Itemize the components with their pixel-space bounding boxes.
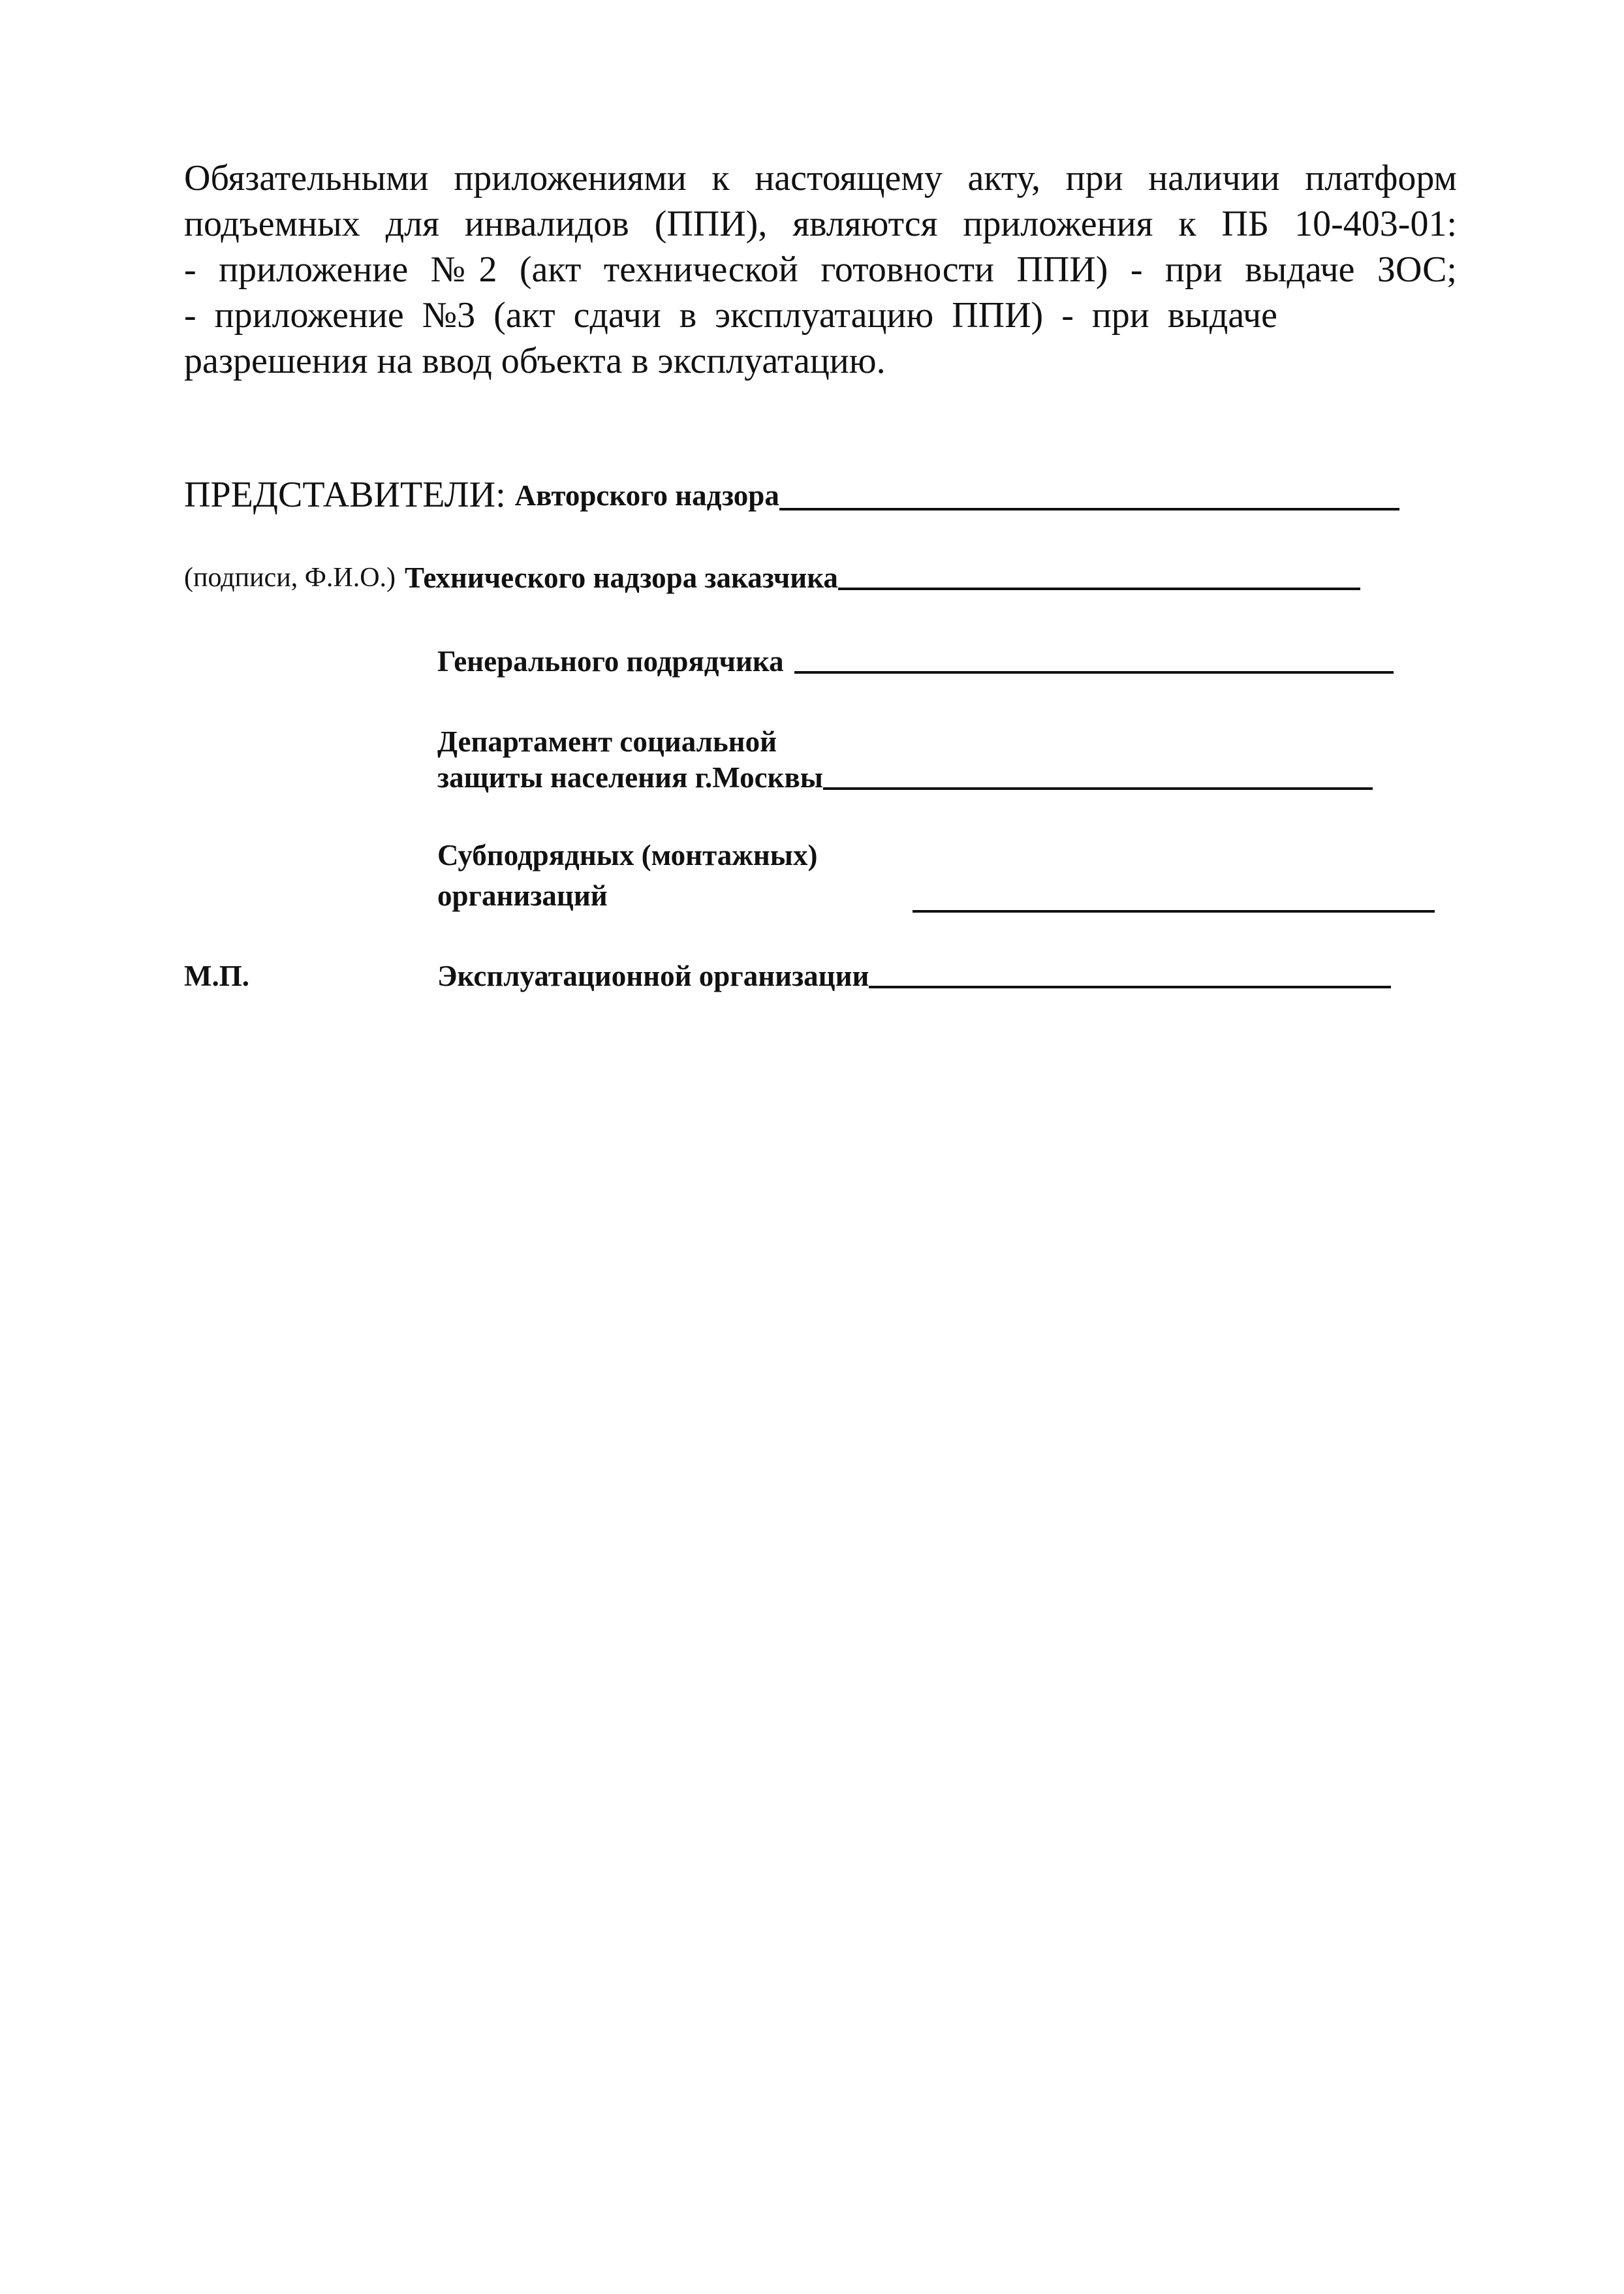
- operating-org-label: Эксплуатационной организации: [437, 960, 869, 992]
- signature-row-general-contractor: [437, 644, 1394, 679]
- social-dept-signature-line: [823, 787, 1373, 790]
- stamp-place: М.П.: [184, 960, 249, 992]
- general-contractor-label: Генерального подрядчика: [437, 645, 784, 678]
- intro-line-5: разрешения на ввод объекта в эксплуатацию.: [184, 341, 886, 381]
- intro-line-3: - приложение №2 (акт технической готовности ППИ) - при выдаче ЗОС;: [184, 249, 1457, 290]
- signature-row-operating-org: [437, 958, 1391, 994]
- signature-row-social-dept: [437, 760, 1373, 795]
- subcontractors-signature-line: [913, 910, 1435, 913]
- signature-row-author-supervision: [184, 474, 1399, 516]
- operating-org-signature-line: [869, 986, 1391, 988]
- subcontractors-label-line-1: Субподрядных (монтажных): [437, 839, 818, 872]
- representatives-heading: ПРЕДСТАВИТЕЛИ:: [184, 475, 506, 515]
- general-contractor-signature-line: [794, 671, 1394, 674]
- signature-row-customer-supervision: [184, 560, 1360, 595]
- intro-line-2: подъемных для инвалидов (ППИ), являются приложения к ПБ 10-403-01:: [184, 204, 1457, 244]
- intro-line-4: - приложение №3 (акт сдачи в эксплуатацию ППИ) - при выдаче: [184, 295, 1277, 336]
- customer-supervision-signature-line: [838, 588, 1360, 590]
- author-supervision-label: Авторского надзора: [514, 479, 779, 512]
- intro-line-1: Обязательными приложениями к настоящему акту, при наличии платформ: [184, 158, 1457, 198]
- social-dept-label-line-2: защиты населения г.Москвы: [437, 761, 823, 794]
- signatures-note: (подписи, Ф.И.О.): [184, 563, 396, 593]
- author-supervision-signature-line: [779, 508, 1399, 511]
- subcontractors-label-line-2: организаций: [437, 879, 608, 912]
- intro-paragraph: [184, 155, 1457, 384]
- customer-supervision-label: Технического надзора заказчика: [405, 561, 838, 594]
- social-dept-label-line-1: Департамент социальной: [437, 725, 777, 758]
